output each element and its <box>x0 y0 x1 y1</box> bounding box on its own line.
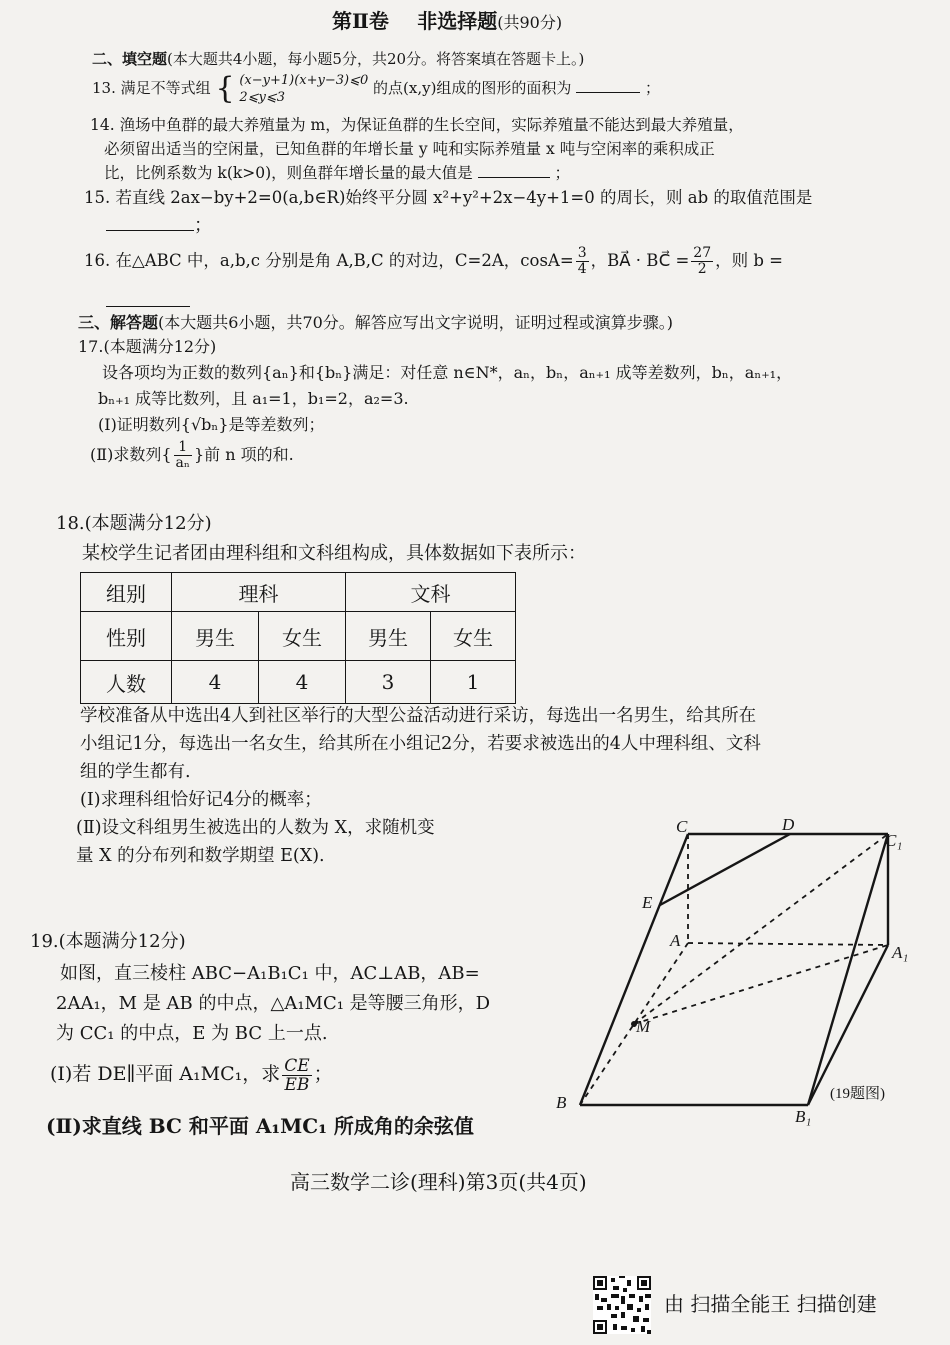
table-cell: 4 <box>259 661 346 704</box>
question-19-part1 <box>50 1054 333 1094</box>
question-15-end: ； <box>194 215 212 236</box>
question-13-tail: 的点(x,y)组成的图形的面积为 <box>373 79 572 97</box>
section-solve-heading <box>78 312 673 334</box>
label-a1: A₁ <box>892 943 909 962</box>
question-16 <box>84 246 783 277</box>
question-number: 13. <box>92 79 116 97</box>
question-14-line2: 必须留出适当的空闲量，已知鱼群的年增长量 y 吨和实际养殖量 x 吨与空闲率的乘积成正 <box>104 140 715 158</box>
question-number: 19. <box>30 931 59 952</box>
fraction-numerator: 1 <box>174 440 192 456</box>
label-e: E <box>642 893 653 912</box>
question-18-part2b: 量 X 的分布列和数学期望 E(X). <box>76 846 325 866</box>
question-16-answer-row <box>106 292 190 311</box>
question-score: (本题满分12分) <box>58 931 186 952</box>
section-solve-title: 三、解答题 <box>78 313 159 332</box>
fraction-denominator: 4 <box>577 261 587 277</box>
table-cell: 女生 <box>259 612 346 661</box>
question-16-mid: ，BA⃗ · BC⃗ = <box>590 251 690 270</box>
question-14 <box>90 114 744 136</box>
question-17-part1: (Ⅰ)证明数列{√bₙ}是等差数列； <box>98 415 325 434</box>
question-18-part2a: (Ⅱ)设文科组男生被选出的人数为 X，求随机变 <box>76 818 435 838</box>
question-13-end: ； <box>645 79 661 97</box>
page-footer: 高三数学二诊(理科)第3页(共4页) <box>290 1170 587 1194</box>
segment-m-c1-dashed <box>634 834 888 1024</box>
label-a: A <box>670 931 681 950</box>
question-16-text: 在△ABC 中，a,b,c 分别是角 A,B,C 的对边，C=2A，cosA= <box>115 251 574 270</box>
section-fill-in-heading <box>92 48 584 70</box>
question-13 <box>92 72 660 106</box>
question-17-part2 <box>90 440 294 471</box>
question-19-heading <box>30 930 186 954</box>
edge-a-a1-dashed <box>688 943 888 945</box>
section-header <box>332 8 562 36</box>
table-cell: 1 <box>431 661 516 704</box>
part-title: 非选择题 <box>417 9 498 33</box>
question-16-tail: ，则 b = <box>715 251 783 270</box>
fraction-numerator: 3 <box>577 245 587 261</box>
question-number: 17. <box>78 337 104 356</box>
section-solve-desc: (本大题共6小题，共70分。解答应写出文字说明，证明过程或演算步骤。) <box>158 313 674 332</box>
data-table <box>80 572 516 704</box>
fraction-denominator: EB <box>284 1074 310 1095</box>
prism-figure <box>540 810 940 1130</box>
question-17-part2-pre: (Ⅱ)求数列{ <box>90 445 172 464</box>
label-b: B <box>556 1093 567 1112</box>
question-14-line3-row <box>104 162 570 184</box>
label-c1: C₁ <box>885 831 903 850</box>
question-15-text: 若直线 2ax−by+2=0(a,b∈R)始终平分圆 x²+y²+2x−4y+1=0 的周长，则 ab 的取值范围是 <box>115 188 813 207</box>
scanner-watermark: 由 扫描全能王 扫描创建 <box>664 1292 877 1316</box>
qr-code-icon <box>593 1276 651 1334</box>
section-fill-in-desc: (本大题共4小题，每小题5分，共20分。将答案填在答题卡上。) <box>167 50 585 68</box>
table-row <box>81 573 516 612</box>
question-18-line2: 小组记1分，每选出一名女生，给其所在小组记2分，若要求被选出的4人中理科组、文科 <box>80 734 761 754</box>
inequality-system <box>239 72 368 106</box>
table-cell: 4 <box>172 661 259 704</box>
question-18-heading <box>56 512 212 536</box>
segment-m-a1-dashed <box>634 945 888 1024</box>
part-label: 第Ⅱ卷 <box>332 9 389 33</box>
question-17-heading <box>78 336 216 358</box>
question-19-part2: (Ⅱ)求直线 BC 和平面 A₁MC₁ 所成角的余弦值 <box>46 1114 474 1138</box>
question-score: (本题满分12分) <box>84 513 212 534</box>
fraction-numerator: CE <box>284 1055 310 1076</box>
table-cell: 3 <box>346 661 431 704</box>
segment-de <box>660 834 790 905</box>
part-points: (共90分) <box>497 13 563 32</box>
fraction-ce-eb <box>282 1057 311 1094</box>
question-number: 14. <box>90 116 115 134</box>
table-cell: 人数 <box>81 661 172 704</box>
fraction-denominator: 2 <box>697 261 707 277</box>
fraction-denominator: aₙ <box>175 455 190 471</box>
question-19-part1-post: ； <box>313 1063 333 1085</box>
answer-blank <box>106 292 190 307</box>
question-14-end: ； <box>554 164 571 182</box>
table-cell: 男生 <box>172 612 259 661</box>
label-d: D <box>782 815 795 834</box>
fraction-dot <box>691 246 713 277</box>
table-cell: 文科 <box>346 573 516 612</box>
table-cell: 男生 <box>346 612 431 661</box>
question-13-lead: 满足不等式组 <box>120 79 211 97</box>
question-19-part1-pre: (Ⅰ)若 DE∥平面 A₁MC₁，求 <box>50 1063 281 1085</box>
question-18-line1: 学校准备从中选出4人到社区举行的大型公益活动进行采访，每选出一名男生，给其所在 <box>80 706 757 726</box>
question-19-line3: 为 CC₁ 的中点，E 为 BC 上一点. <box>56 1023 328 1044</box>
question-17-line1: 设各项均为正数的数列{aₙ}和{bₙ}满足：对任意 n∈N*，aₙ，bₙ，aₙ₊₁ 成等差数列，bₙ，aₙ₊₁， <box>102 363 793 382</box>
fraction-numerator: 27 <box>693 245 712 261</box>
figure-caption: (19题图) <box>830 1086 885 1102</box>
table-row <box>81 612 516 661</box>
inequality-2: 2⩽y⩽3 <box>239 90 285 105</box>
answer-blank <box>106 216 194 231</box>
label-b1: B₁ <box>795 1107 812 1126</box>
inequality-1: (x−y+1)(x+y−3)⩽0 <box>239 73 369 88</box>
table-row <box>81 661 516 704</box>
table-cell: 理科 <box>172 573 346 612</box>
label-m: M <box>636 1017 651 1036</box>
fraction-one-over-an <box>174 440 192 471</box>
answer-blank <box>576 78 640 93</box>
question-19-line2: 2AA₁，M 是 AB 的中点，△A₁MC₁ 是等腰三角形，D <box>56 993 491 1014</box>
question-17-part2-post: }前 n 项的和. <box>193 445 294 464</box>
question-15-answer-row <box>106 214 212 238</box>
question-18-intro: 某校学生记者团由理科组和文科组构成，具体数据如下表所示： <box>82 543 586 564</box>
answer-blank <box>478 163 550 178</box>
question-score: (本题满分12分) <box>103 337 217 356</box>
question-number: 16. <box>84 251 111 270</box>
question-18-part1: (Ⅰ)求理科组恰好记4分的概率； <box>80 790 322 810</box>
question-19-line1: 如图，直三棱柱 ABC−A₁B₁C₁ 中，AC⊥AB，AB= <box>60 963 480 984</box>
table-cell: 女生 <box>431 612 516 661</box>
edge-c-b <box>580 834 688 1105</box>
table-cell: 性别 <box>81 612 172 661</box>
label-c: C <box>676 817 688 836</box>
question-17-line2: bₙ₊₁ 成等比数列，且 a₁=1，b₁=2，a₂=3. <box>98 389 409 408</box>
question-15 <box>84 186 812 210</box>
table-cell: 组别 <box>81 573 172 612</box>
fraction-cos <box>576 246 589 277</box>
question-18-line3: 组的学生都有. <box>80 762 191 782</box>
question-14-line1: 渔场中鱼群的最大养殖量为 m，为保证鱼群的生长空间，实际养殖量不能达到最大养殖量， <box>119 116 744 134</box>
question-number: 18. <box>56 513 85 534</box>
section-fill-in-title: 二、填空题 <box>92 50 168 68</box>
brace: { <box>215 71 235 106</box>
question-14-line3: 比，比例系数为 k(k>0)，则鱼群年增长量的最大值是 <box>104 164 473 182</box>
question-number: 15. <box>84 188 111 207</box>
